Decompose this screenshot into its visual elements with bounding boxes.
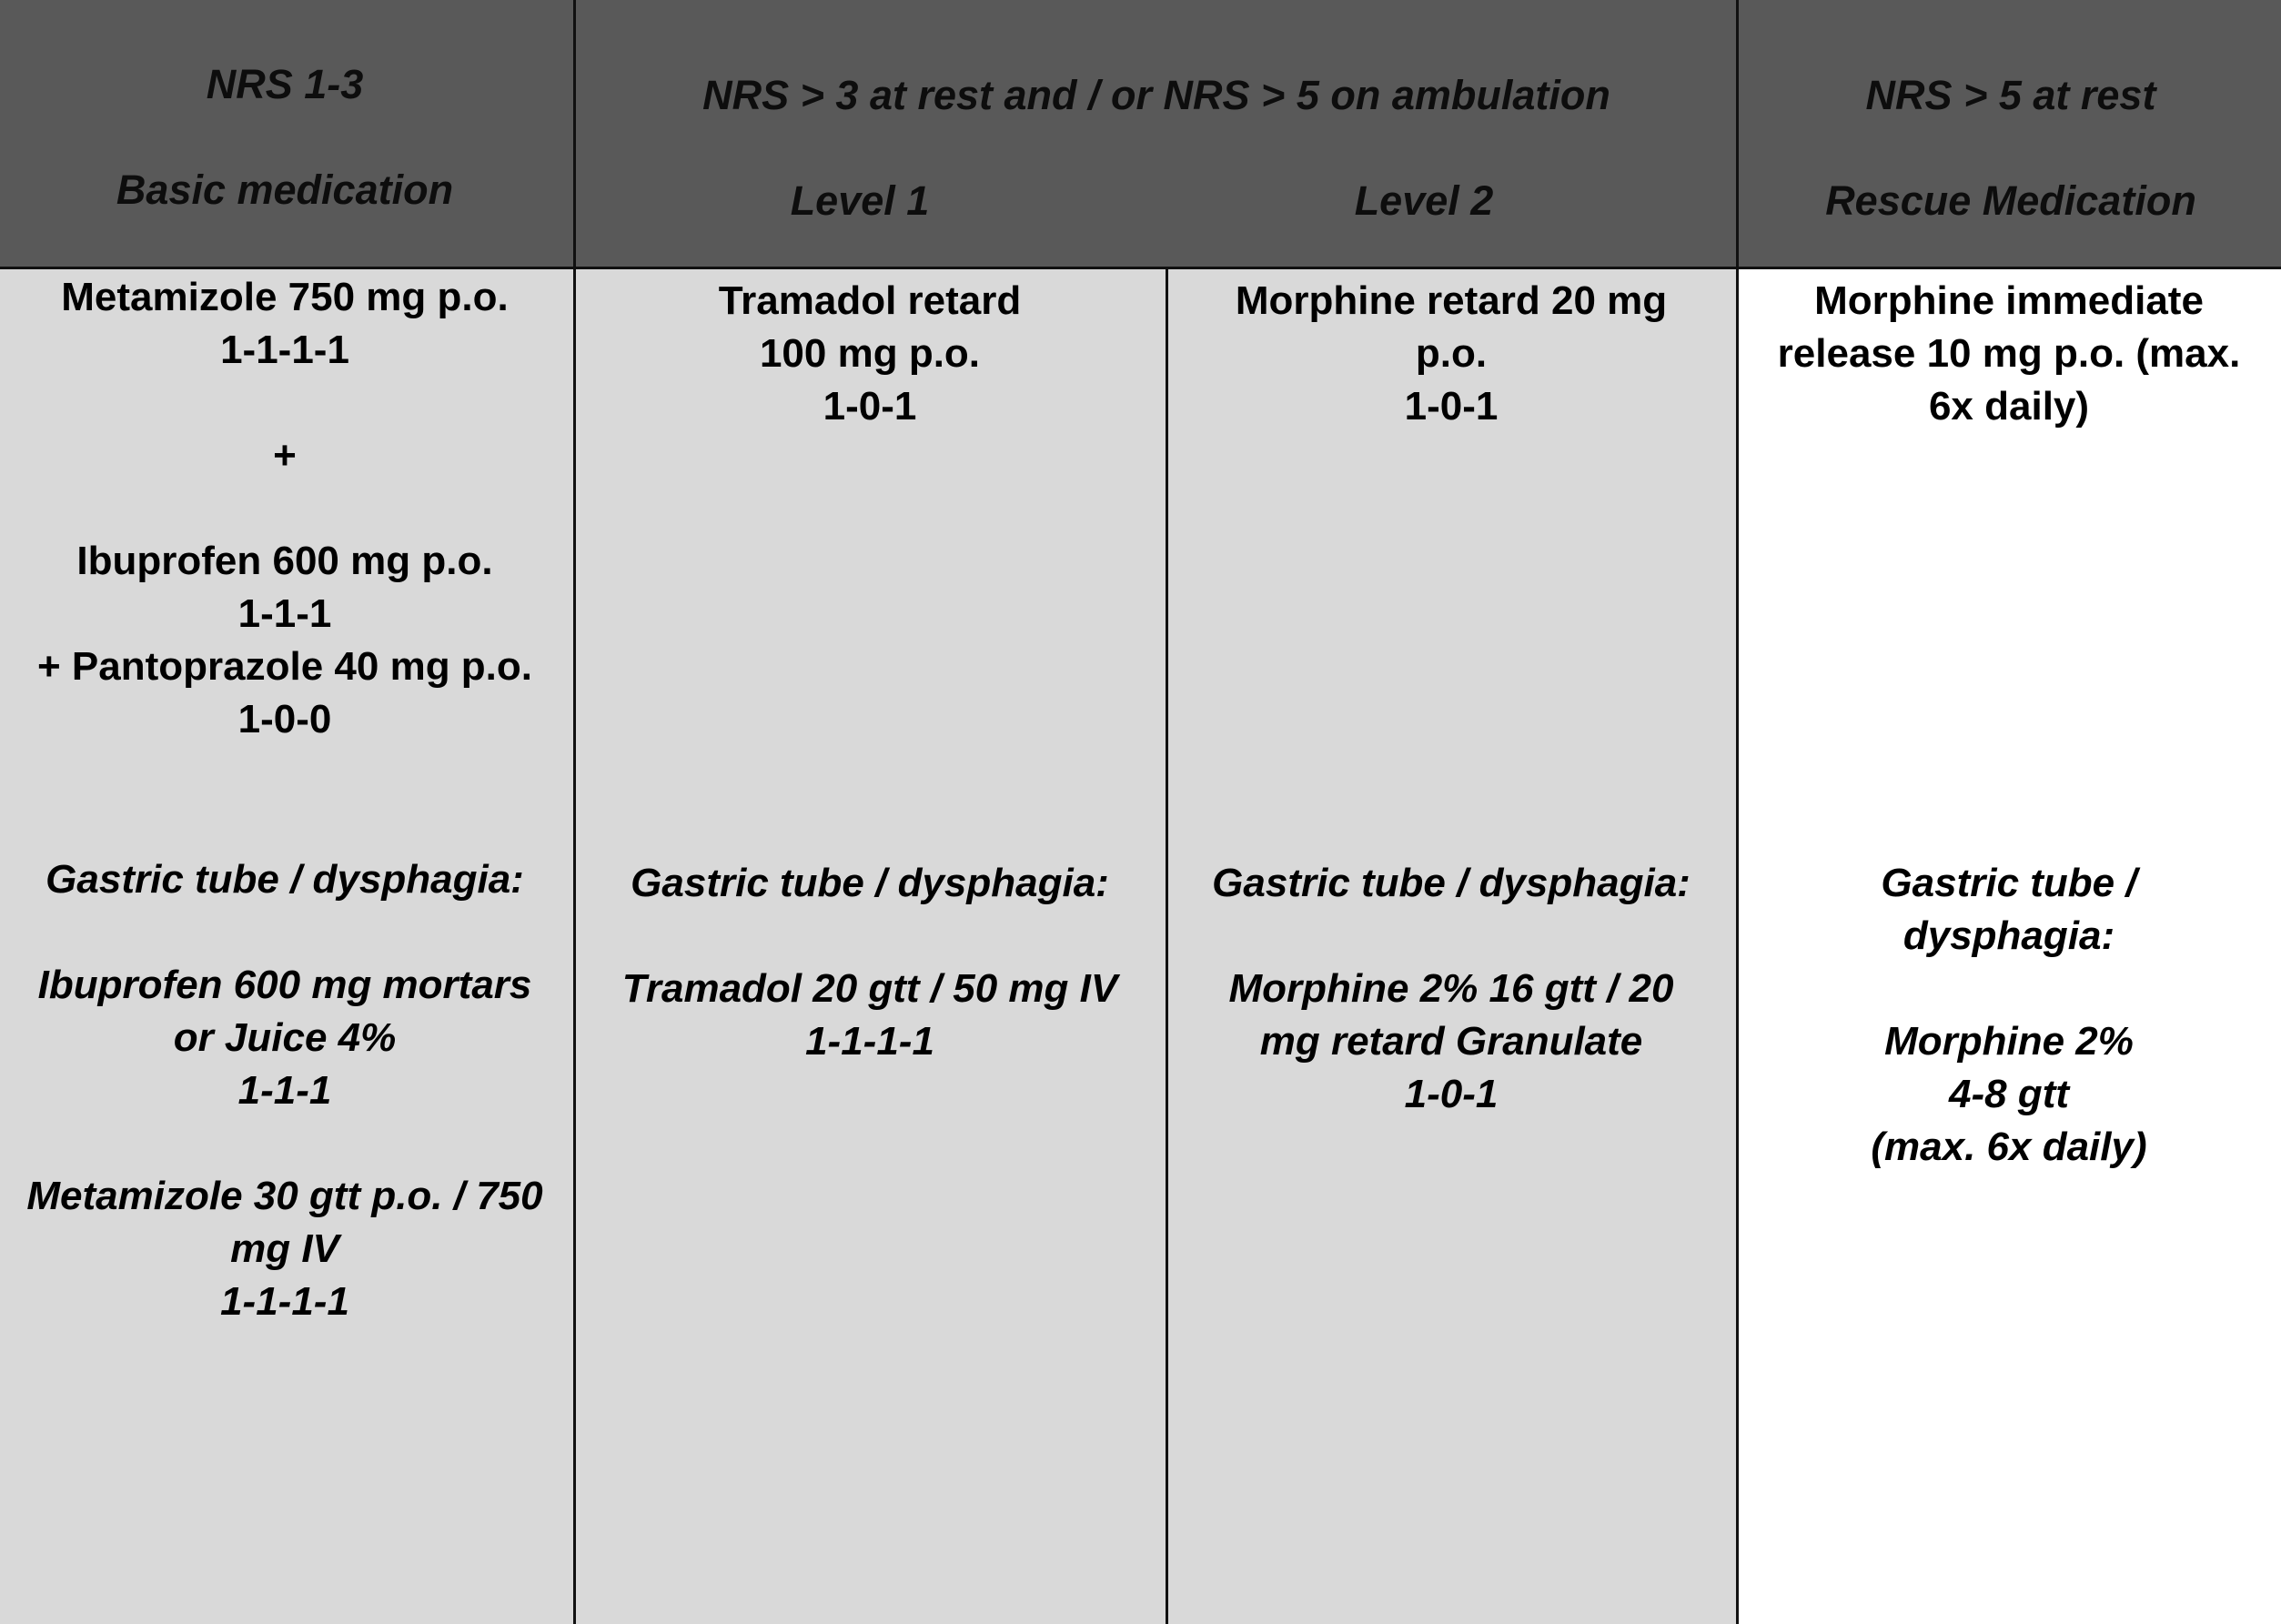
divider-level2-rescue (1736, 0, 1739, 1624)
basic-tube-metamizole-schedule: 1-1-1-1 (220, 1279, 349, 1324)
rescue-morphine-immediate: Morphine immediate (1814, 278, 2204, 323)
level1-tube-regimen (622, 857, 1117, 1068)
header-basic-medication: Basic medication (116, 166, 454, 213)
rescue-tube-regimen (1871, 857, 2146, 1174)
level2-tube-granulate: mg retard Granulate (1259, 1019, 1643, 1064)
basic-tube-heading: Gastric tube / dysphagia: (45, 857, 524, 902)
level1-oral-regimen (719, 275, 1022, 433)
basic-pantoprazole: + Pantoprazole 40 mg p.o. (36, 644, 533, 689)
level1-tube-tramadol: Tramadol 20 gtt / 50 mg IV (621, 966, 1118, 1011)
header-level-2: Level 2 (1354, 177, 1494, 224)
level2-tube-heading: Gastric tube / dysphagia: (1212, 861, 1691, 905)
level1-tramadol: Tramadol retard (718, 278, 1022, 323)
level2-tube-regimen (1212, 857, 1691, 1121)
level2-morphine-route: p.o. (1415, 331, 1488, 376)
rescue-tube-limit: (max. 6x daily) (1871, 1125, 2147, 1169)
header-nrs-ambulation: NRS > 3 at rest and / or NRS > 5 on ambulation (702, 72, 1610, 118)
header-rescue-medication: Rescue Medication (1825, 177, 2196, 224)
header-nrs-1-3: NRS 1-3 (206, 61, 364, 107)
basic-tube-metamizole: Metamizole 30 gtt p.o. / 750 (26, 1174, 543, 1218)
rescue-tube-heading-cont: dysphagia: (1903, 913, 2115, 958)
basic-plus: + (273, 433, 297, 478)
basic-ibuprofen-schedule: 1-1-1 (237, 591, 332, 636)
table-header (0, 0, 2281, 269)
basic-oral-regimen (37, 271, 532, 746)
basic-metamizole: Metamizole 750 mg p.o. (61, 275, 509, 319)
basic-tube-ibuprofen-schedule: 1-1-1 (237, 1068, 332, 1113)
basic-tube-metamizole-iv: mg IV (230, 1226, 339, 1271)
divider-basic-level1 (573, 0, 576, 1624)
basic-pantoprazole-schedule: 1-0-0 (237, 697, 332, 741)
divider-level1-level2 (1166, 269, 1168, 1624)
basic-ibuprofen: Ibuprofen 600 mg p.o. (76, 539, 493, 583)
basic-tube-juice: or Juice 4% (173, 1015, 397, 1060)
level2-oral-regimen (1236, 275, 1667, 433)
level1-tramadol-schedule: 1-0-1 (823, 384, 917, 429)
rescue-tube-drops: 4-8 gtt (1948, 1072, 2069, 1116)
basic-tube-regimen (26, 853, 542, 1328)
rescue-oral-regimen (1778, 275, 2241, 433)
header-nrs-rest: NRS > 5 at rest (1865, 72, 2156, 118)
header-level-1: Level 1 (790, 177, 930, 224)
rescue-morphine-dose: release 10 mg p.o. (max. (1777, 331, 2241, 376)
rescue-tube-heading: Gastric tube / (1881, 861, 2137, 905)
basic-metamizole-schedule: 1-1-1-1 (220, 328, 349, 372)
basic-tube-ibuprofen: Ibuprofen 600 mg mortars (37, 963, 532, 1007)
rescue-tube-morphine: Morphine 2% (1884, 1019, 2134, 1064)
level2-morphine-schedule: 1-0-1 (1404, 384, 1499, 429)
level1-tube-schedule: 1-1-1-1 (805, 1019, 934, 1064)
level1-tramadol-dose: 100 mg p.o. (759, 331, 981, 376)
level2-tube-schedule: 1-0-1 (1404, 1072, 1499, 1116)
level2-morphine-retard: Morphine retard 20 mg (1235, 278, 1668, 323)
level1-tube-heading: Gastric tube / dysphagia: (631, 861, 1109, 905)
rescue-morphine-limit: 6x daily) (1928, 384, 2090, 429)
level2-tube-morphine: Morphine 2% 16 gtt / 20 (1228, 966, 1674, 1011)
